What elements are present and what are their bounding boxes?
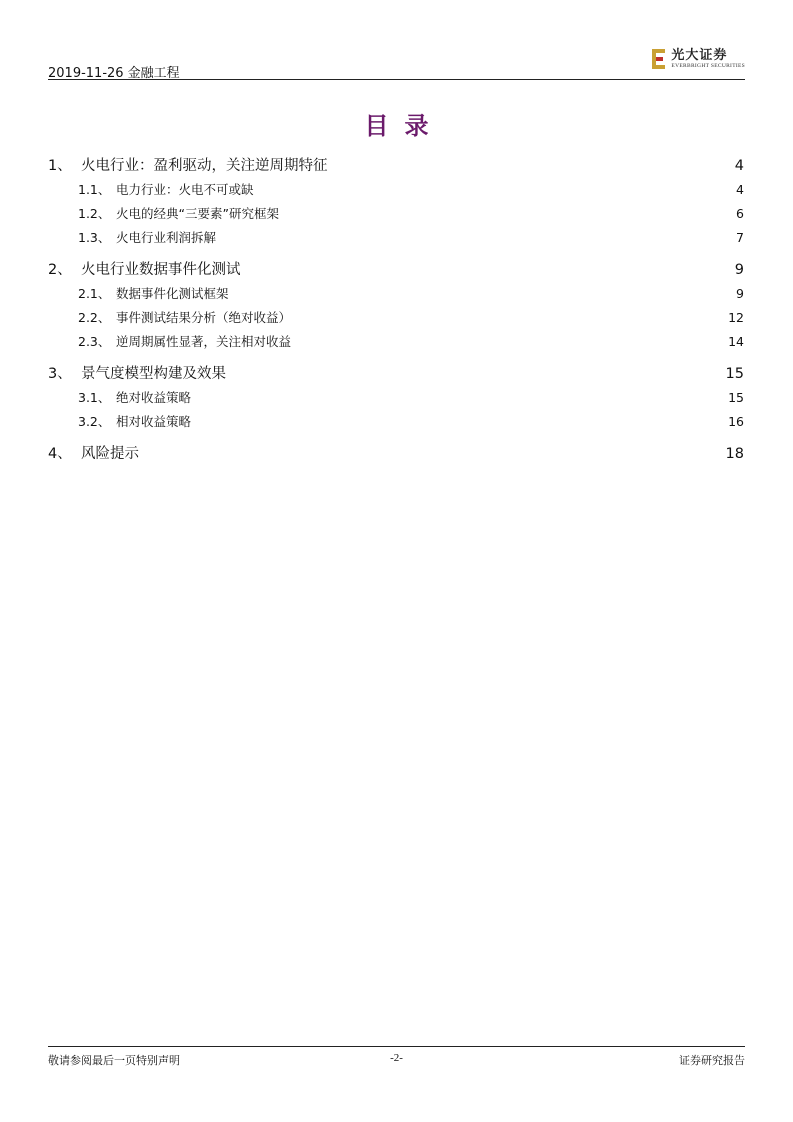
toc-section-4[interactable]: [48, 442, 744, 466]
toc-leader-dots: [228, 364, 724, 379]
toc-entry-page: 14: [728, 334, 744, 349]
page-footer: [48, 1046, 745, 1070]
toc-entry-title: 数据事件化测试框架: [116, 286, 229, 301]
toc-entry-title: 相对收益策略: [116, 414, 192, 429]
toc-entry-title: 火电行业：盈利驱动，关注逆周期特征: [81, 158, 328, 174]
toc-entry-page: 4: [736, 182, 744, 197]
toc-section-2[interactable]: [48, 258, 744, 282]
footer-divider: [48, 1046, 745, 1047]
toc-entry-title: 电力行业：火电不可或缺: [116, 182, 254, 197]
toc-leader-dots: [281, 206, 734, 219]
toc-entry-page: 9: [736, 286, 744, 301]
header-date-category: 2019-11-26 金融工程: [48, 66, 180, 81]
toc-entry-number: 1.3、: [78, 230, 111, 245]
header-divider: [48, 79, 745, 80]
toc-leader-dots: [231, 286, 735, 299]
toc-subsection-2-2[interactable]: [48, 306, 744, 330]
toc-leader-dots: [193, 414, 726, 427]
toc-section-1[interactable]: [48, 154, 744, 178]
page-header: [48, 48, 745, 80]
toc-entry-number: 2.3、: [78, 334, 111, 349]
toc-entry-page: 12: [728, 310, 744, 325]
footer-disclaimer: 敬请参阅最后一页特别声明: [48, 1054, 180, 1067]
logo-english-name: EVERBRIGHT SECURITIES: [671, 62, 745, 69]
toc-entry-title: 景气度模型构建及效果: [81, 366, 226, 382]
footer-report-type: 证券研究报告: [679, 1054, 745, 1067]
toc-entry-title: 逆周期属性显著，关注相对收益: [116, 334, 292, 349]
toc-leader-dots: [293, 310, 726, 323]
toc-leader-dots: [193, 390, 726, 403]
toc-entry-number: 3.2、: [78, 414, 111, 429]
toc-entry-number: 2.1、: [78, 286, 111, 301]
toc-subsection-3-2[interactable]: [48, 410, 744, 434]
toc-heading: 目录: [364, 111, 445, 140]
toc-entry-number: 3、: [48, 366, 72, 382]
toc-entry-page: 7: [736, 230, 744, 245]
footer-page-number: -2-: [390, 1052, 403, 1064]
toc-leader-dots: [243, 260, 733, 275]
toc-entry-number: 1、: [48, 158, 72, 174]
everbright-logo: [651, 48, 745, 70]
toc-entry-number: 1.2、: [78, 206, 111, 221]
toc-entry-page: 4: [734, 158, 744, 174]
table-of-contents: [48, 154, 744, 466]
toc-entry-page: 16: [728, 414, 744, 429]
logo-chinese-name: 光大证券: [671, 47, 728, 63]
toc-subsection-2-1[interactable]: [48, 282, 744, 306]
toc-entry-title: 火电的经典“三要素”研究框架: [116, 206, 279, 221]
toc-subsection-3-1[interactable]: [48, 386, 744, 410]
toc-entry-page: 18: [725, 446, 744, 462]
toc-leader-dots: [293, 334, 726, 347]
toc-entry-page: 6: [736, 206, 744, 221]
toc-entry-number: 2.2、: [78, 310, 111, 325]
toc-entry-title: 绝对收益策略: [116, 390, 192, 405]
toc-entry-title: 风险提示: [81, 446, 139, 462]
toc-entry-title: 火电行业数据事件化测试: [81, 262, 241, 278]
toc-section-3[interactable]: [48, 362, 744, 386]
toc-entry-number: 4、: [48, 446, 72, 462]
toc-leader-dots: [218, 230, 734, 243]
toc-subsection-1-2[interactable]: [48, 202, 744, 226]
toc-leader-dots: [330, 156, 733, 171]
everbright-logo-icon: [651, 48, 667, 70]
toc-subsection-2-3[interactable]: [48, 330, 744, 354]
toc-entry-page: 9: [734, 262, 744, 278]
toc-entry-page: 15: [728, 390, 744, 405]
toc-entry-page: 15: [725, 366, 744, 382]
toc-leader-dots: [141, 444, 724, 459]
toc-entry-number: 3.1、: [78, 390, 111, 405]
toc-subsection-1-1[interactable]: [48, 178, 744, 202]
toc-entry-number: 2、: [48, 262, 72, 278]
toc-entry-number: 1.1、: [78, 182, 111, 197]
toc-entry-title: 火电行业利润拆解: [116, 230, 217, 245]
toc-entry-title: 事件测试结果分析（绝对收益）: [116, 310, 292, 325]
toc-leader-dots: [256, 182, 735, 195]
toc-subsection-1-3[interactable]: [48, 226, 744, 250]
